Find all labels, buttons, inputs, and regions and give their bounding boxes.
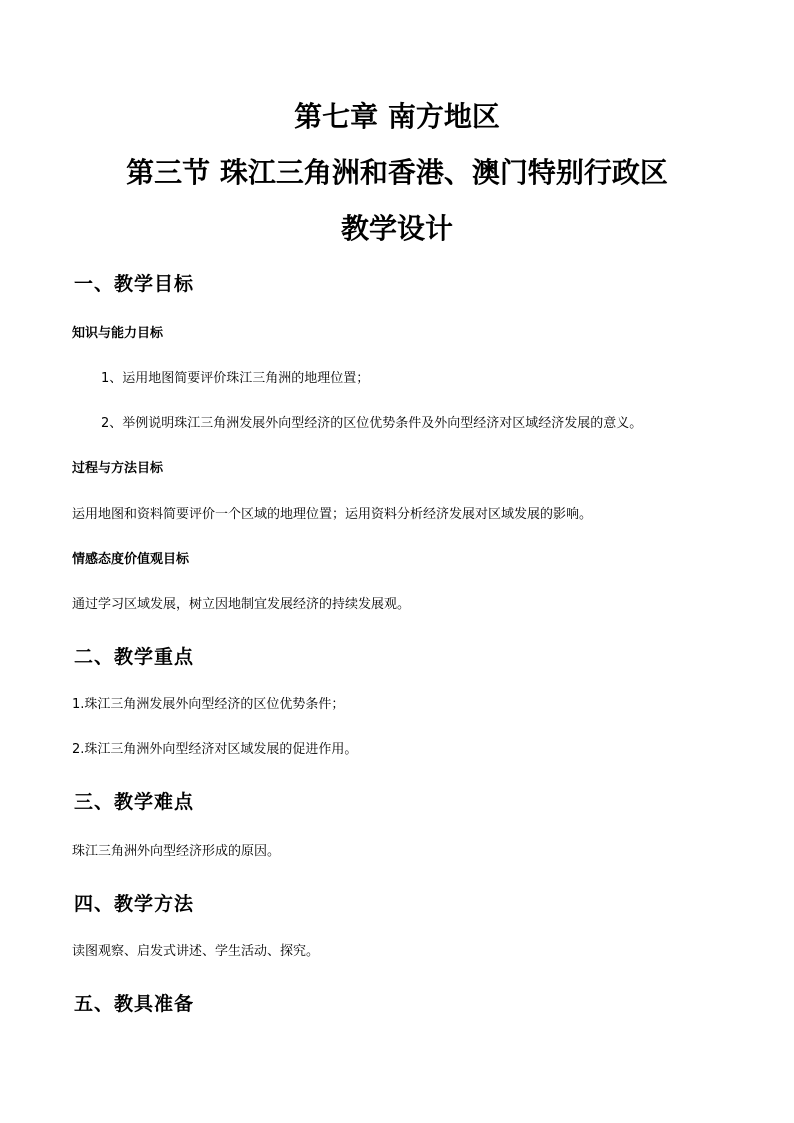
chapter-title: 第七章 南方地区 bbox=[294, 100, 500, 133]
key-point-item: 2.珠江三角洲外向型经济对区域发展的促进作用。 bbox=[72, 742, 358, 757]
goals-heading: 一、教学目标 bbox=[74, 273, 195, 295]
section-title: 第三节 珠江三角洲和香港、澳门特别行政区 bbox=[126, 156, 668, 189]
process-goals-heading: 过程与方法目标 bbox=[72, 461, 164, 476]
emotion-goals-heading: 情感态度价值观目标 bbox=[72, 552, 190, 567]
methods-heading: 四、教学方法 bbox=[74, 893, 195, 915]
tools-heading: 五、教具准备 bbox=[74, 993, 195, 1015]
key-point-item: 1.珠江三角洲发展外向型经济的区位优势条件； bbox=[72, 697, 345, 712]
knowledge-goal-item: 1、运用地图简要评价珠江三角洲的地理位置； bbox=[101, 371, 370, 386]
difficulties-text: 珠江三角洲外向型经济形成的原因。 bbox=[72, 844, 281, 859]
knowledge-goals-heading: 知识与能力目标 bbox=[72, 326, 164, 341]
document-type-title: 教学设计 bbox=[340, 212, 453, 245]
key-points-heading: 二、教学重点 bbox=[74, 646, 195, 668]
knowledge-goal-item: 2、举例说明珠江三角洲发展外向型经济的区位优势条件及外向型经济对区域经济发展的意义。 bbox=[101, 416, 643, 431]
methods-text: 读图观察、启发式讲述、学生活动、探究。 bbox=[72, 944, 320, 959]
difficulties-heading: 三、教学难点 bbox=[74, 791, 195, 813]
process-goals-text: 运用地图和资料简要评价一个区域的地理位置；运用资料分析经济发展对区域发展的影响。 bbox=[72, 507, 593, 522]
emotion-goals-text: 通过学习区域发展，树立因地制宜发展经济的持续发展观。 bbox=[72, 597, 411, 612]
